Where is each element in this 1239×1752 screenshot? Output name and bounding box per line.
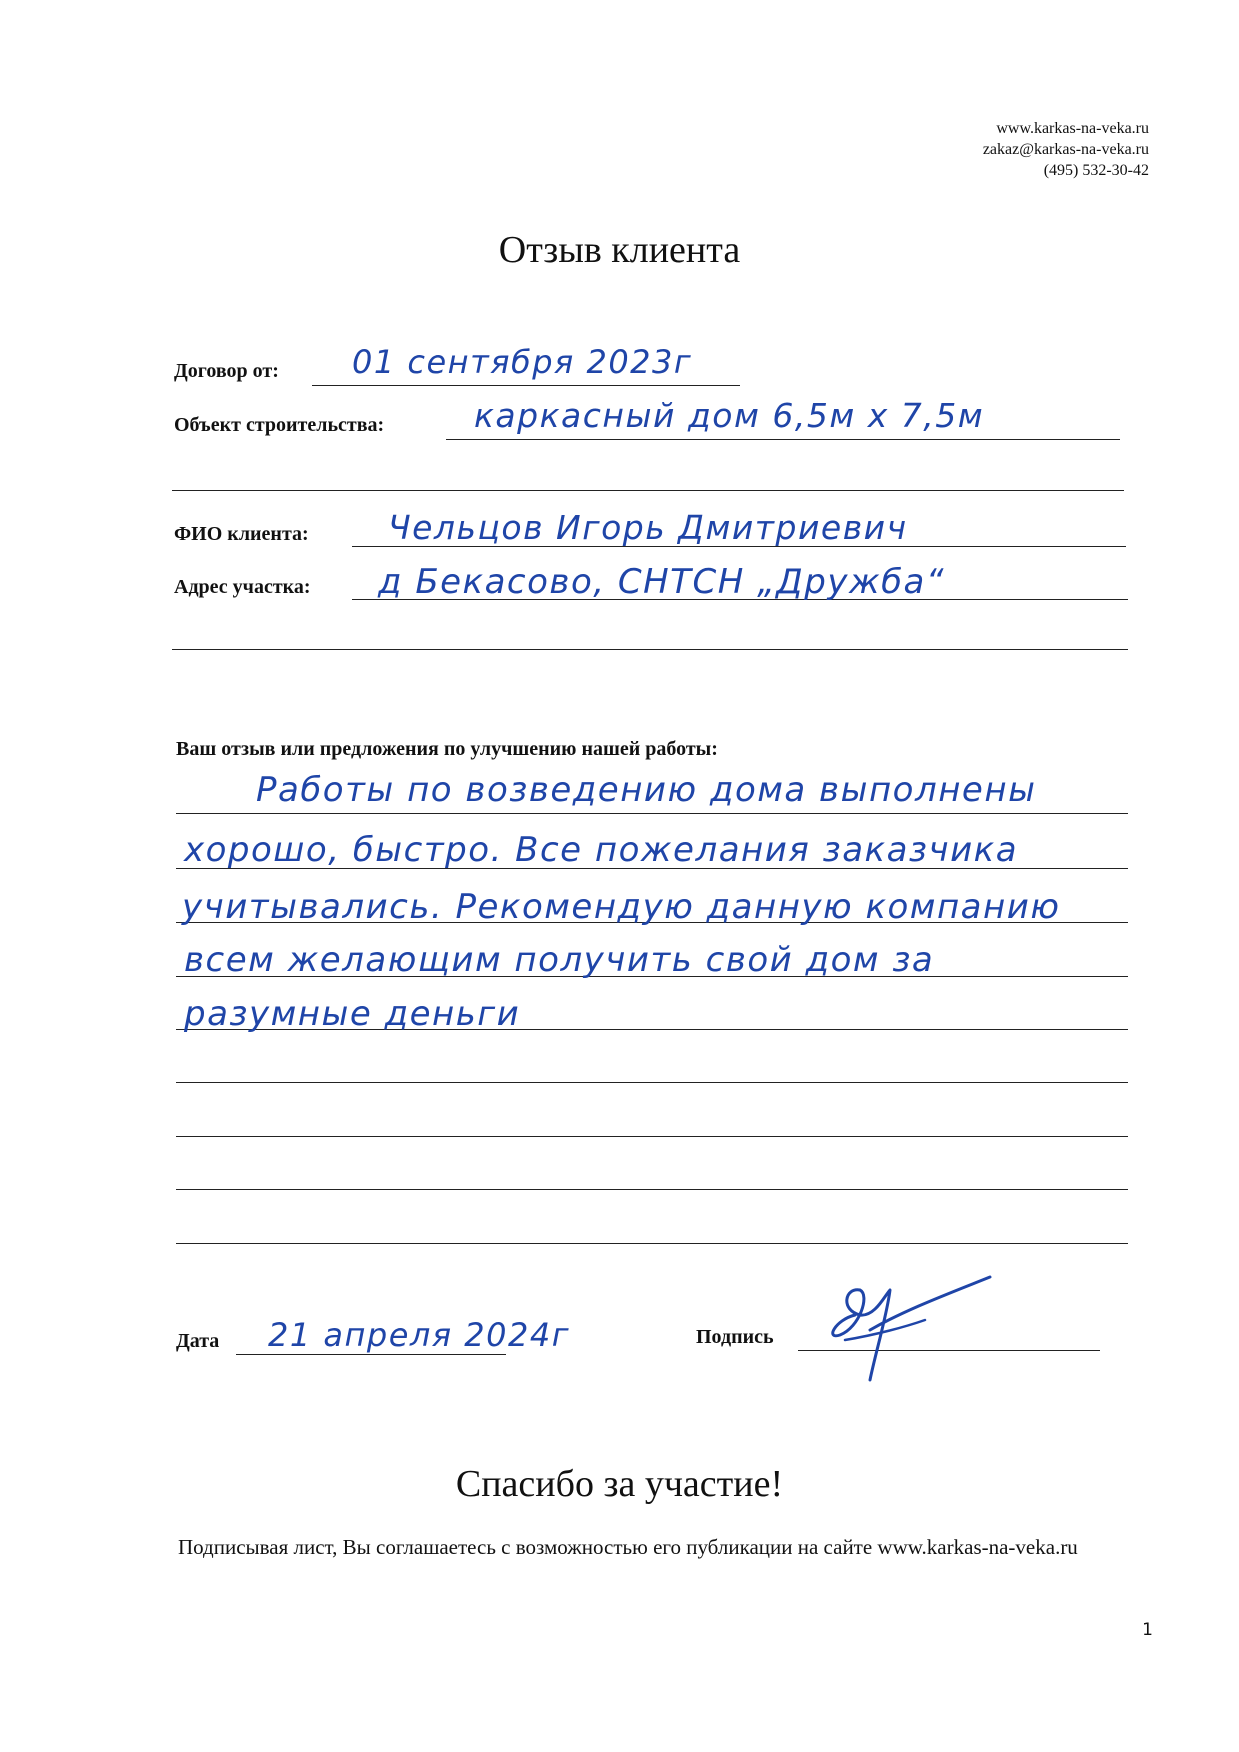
date-value[interactable]: 21 апреля 2024г xyxy=(268,1316,571,1354)
publication-consent-note: Подписывая лист, Вы соглашаетесь с возможностью его публикации на сайте www.karkas-na-veka.ru xyxy=(178,1535,1078,1559)
feedback-rule xyxy=(176,1189,1128,1190)
client-value[interactable]: Чельцов Игорь Дмитриевич xyxy=(388,508,908,547)
contract-label: Договор от: xyxy=(174,360,279,382)
feedback-rule xyxy=(176,1136,1128,1137)
feedback-rule xyxy=(176,1082,1128,1083)
date-line xyxy=(236,1354,506,1355)
signature-mark xyxy=(815,1265,1015,1395)
object-value[interactable]: каркасный дом 6,5м х 7,5м xyxy=(474,396,985,435)
object-line xyxy=(446,439,1120,440)
object-line-extra xyxy=(172,490,1124,491)
feedback-text-line[interactable]: Работы по возведению дома выполнены xyxy=(256,770,1037,810)
email-link[interactable]: zakaz@karkas-na-veka.ru xyxy=(982,141,1149,158)
feedback-text-line[interactable]: разумные деньги xyxy=(184,994,521,1034)
thanks-heading: Спасибо за участие! xyxy=(455,1463,784,1505)
address-line-extra xyxy=(172,649,1128,650)
address-value[interactable]: д Бекасово, СНТСН „Дружба“ xyxy=(378,562,945,602)
contract-line xyxy=(312,385,740,386)
contract-value[interactable]: 01 сентября 2023г xyxy=(352,343,693,381)
feedback-text-line[interactable]: учитывались. Рекомендую данную компанию xyxy=(182,887,1061,927)
website-link[interactable]: www.karkas-na-veka.ru xyxy=(996,120,1149,137)
contact-block xyxy=(983,118,1149,181)
signature-label: Подпись xyxy=(696,1326,774,1348)
feedback-rule xyxy=(176,813,1128,814)
client-label: ФИО клиента: xyxy=(174,523,309,545)
feedback-label: Ваш отзыв или предложения по улучшению нашей работы: xyxy=(176,738,718,760)
page-title: Отзыв клиента xyxy=(498,229,741,271)
feedback-rule xyxy=(176,1243,1128,1244)
object-label: Объект строительства: xyxy=(174,414,385,436)
date-label: Дата xyxy=(176,1330,220,1352)
feedback-text-line[interactable]: всем желающим получить свой дом за xyxy=(184,940,935,980)
page-number: 1 xyxy=(1142,1620,1153,1640)
feedback-text-line[interactable]: хорошо, быстро. Все пожелания заказчика xyxy=(184,830,1019,870)
address-label: Адрес участка: xyxy=(174,576,311,598)
phone-number: (495) 532-30-42 xyxy=(1043,162,1149,179)
